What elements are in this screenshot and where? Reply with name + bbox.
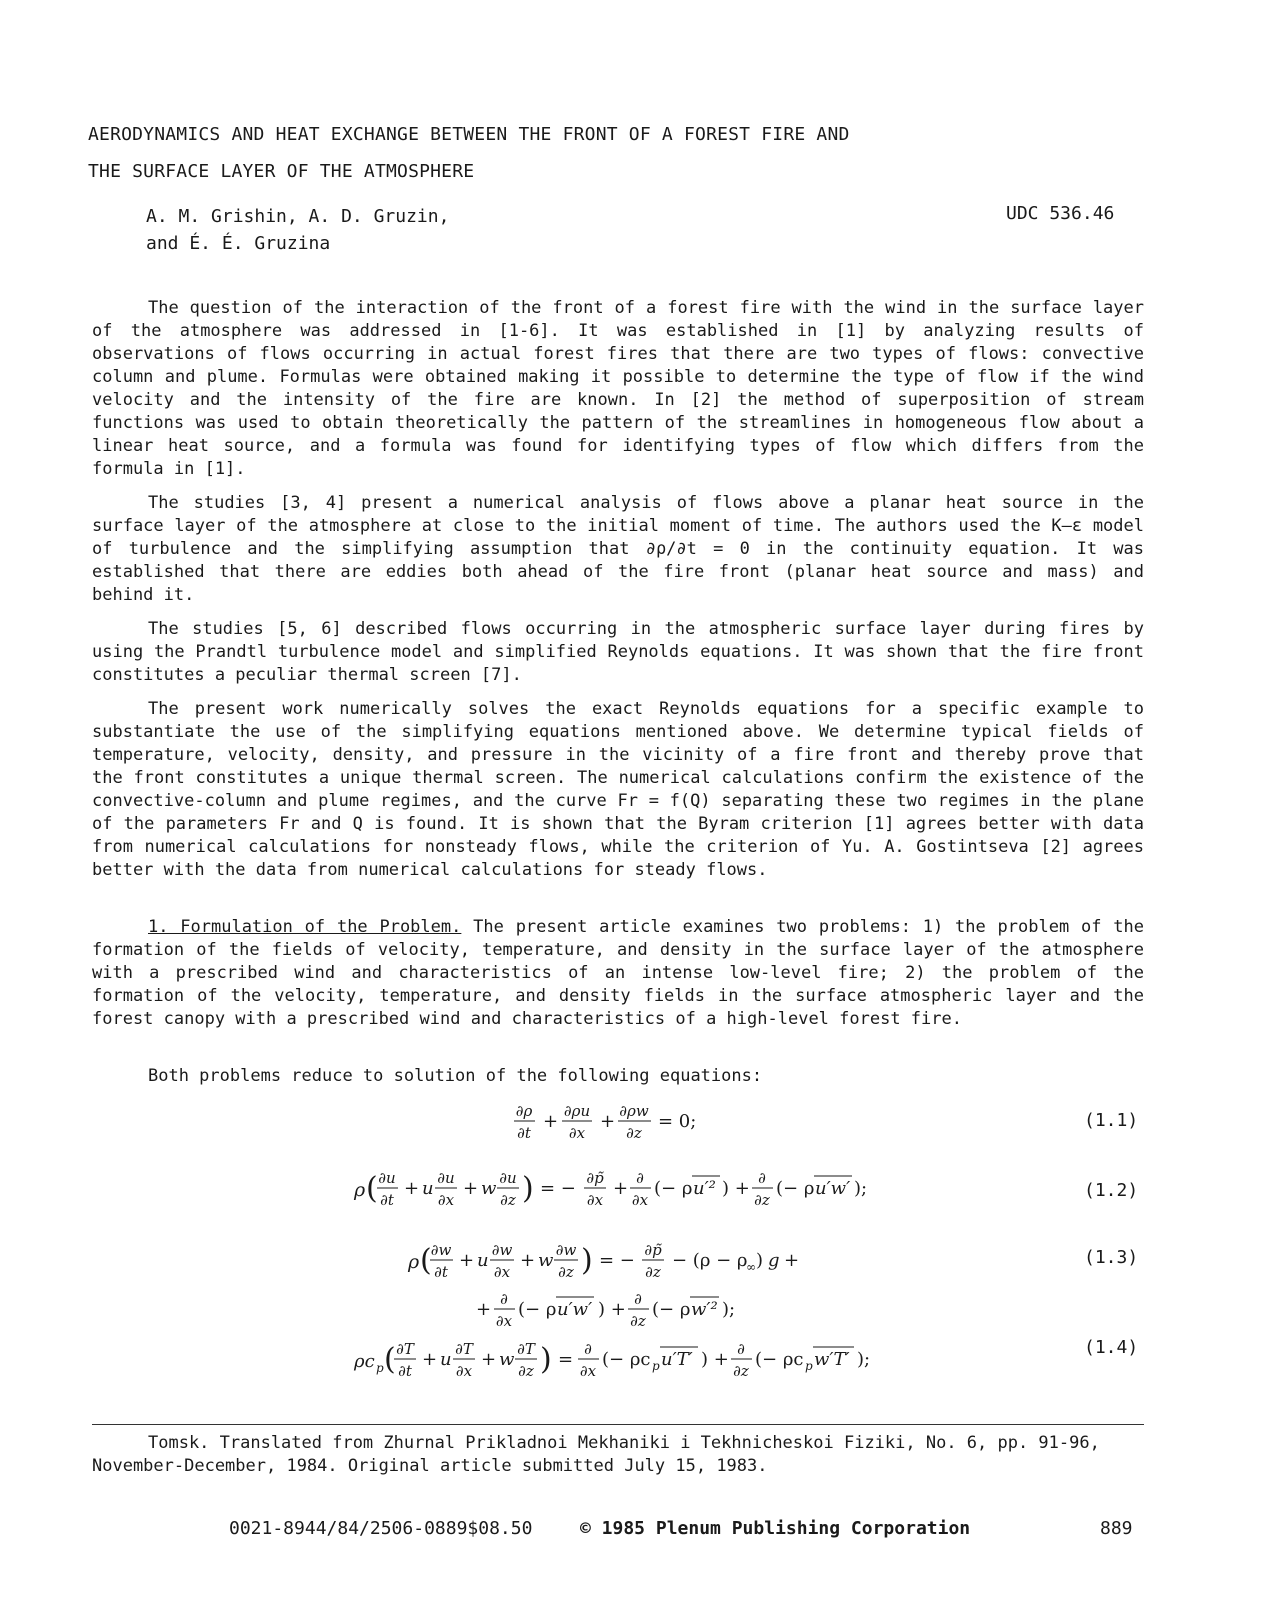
svg-text:(− ρ: (− ρ	[654, 1178, 693, 1199]
svg-text:∂t: ∂t	[380, 1191, 394, 1209]
svg-text:= 0;: = 0;	[658, 1111, 697, 1132]
svg-text:∂: ∂	[500, 1290, 508, 1308]
svg-text:∂x: ∂x	[586, 1191, 604, 1209]
svg-text:+: +	[520, 1250, 536, 1271]
paragraph-4: The present work numerically solves the exact Reynolds equations for a specific example to substantiate the use of the simplifying equations mentioned above. We determine typical fields of temperature, velocity, density, and pressure in the vicinity of a fire front and thereby prove that the front constitutes a unique thermal screen. The numerical calculations confirm the existence of the convective-column and plume regimes, and the curve Fr = f(Q) separating these two regimes in the plane of the parameters Fr and Q is found. It is shown that the Byram criterion [1] agrees better with data from numerical calculations for nonsteady flows, while the criterion of Yu. A. Gostintseva [2] agrees better with the data from numerical calculations for steady flows.	[92, 699, 1144, 880]
svg-text:+: +	[600, 1111, 616, 1132]
svg-text:∂w: ∂w	[430, 1241, 452, 1259]
svg-text:w′²: w′²	[691, 1299, 718, 1320]
svg-text:w: w	[499, 1349, 515, 1370]
svg-text:p: p	[805, 1359, 813, 1373]
footnote-rule	[92, 1424, 1144, 1425]
svg-text:g: g	[768, 1250, 780, 1271]
svg-text:∂t: ∂t	[517, 1124, 531, 1142]
paragraph-6: Both problems reduce to solution of the following equations:	[148, 1066, 763, 1086]
svg-text:− (ρ − ρ: − (ρ − ρ	[672, 1250, 748, 1271]
svg-text:w: w	[538, 1250, 554, 1271]
svg-text:∂z: ∂z	[754, 1191, 770, 1209]
svg-text:+: +	[422, 1349, 438, 1370]
svg-text:(: (	[384, 1342, 396, 1377]
svg-text:(− ρc: (− ρc	[602, 1349, 651, 1370]
svg-text:∂: ∂	[636, 1169, 644, 1187]
section-1-title: 1. Formulation of the Problem.	[148, 917, 462, 937]
equation-1-4	[352, 1336, 892, 1388]
paragraph-2: The studies [3, 4] present a numerical analysis of flows above a planar heat source in the surface layer of the atmosphere at close to the initial moment of time. The authors used the K–ε model of turbulence and the simplifying assumption that ∂ρ/∂t = 0 in the continuity equation. It was established that there are eddies both ahead of the fire front (planar heat source and mass) and behind it.	[92, 493, 1144, 605]
svg-text:∂ρ: ∂ρ	[515, 1102, 533, 1120]
svg-text:= −: = −	[599, 1250, 635, 1271]
svg-text:∂x: ∂x	[568, 1124, 586, 1142]
svg-text:ρ: ρ	[408, 1251, 420, 1273]
equation-label-1-4: (1.4)	[1084, 1337, 1139, 1358]
equation-label-1-2: (1.2)	[1084, 1180, 1139, 1201]
svg-text:(− ρ: (− ρ	[652, 1299, 691, 1320]
paper-title-line-2: THE SURFACE LAYER OF THE ATMOSPHERE	[88, 161, 475, 182]
svg-text:+: +	[404, 1178, 420, 1199]
svg-text:u: u	[477, 1250, 489, 1271]
svg-text:∂z: ∂z	[630, 1312, 646, 1330]
svg-text:u: u	[440, 1349, 452, 1370]
svg-text:(− ρ: (− ρ	[776, 1178, 815, 1199]
svg-text:u′w′: u′w′	[815, 1178, 851, 1199]
copyright: © 1985 Plenum Publishing Corporation	[580, 1518, 971, 1539]
svg-text:+: +	[784, 1250, 800, 1271]
svg-text:) +: ) +	[722, 1178, 750, 1199]
svg-text:∂x: ∂x	[579, 1362, 597, 1380]
svg-text:);: );	[854, 1178, 868, 1199]
svg-text:∂p̃: ∂p̃	[586, 1169, 604, 1187]
svg-text:(− ρ: (− ρ	[518, 1299, 557, 1320]
svg-text:): )	[522, 1171, 534, 1206]
svg-text:∂z: ∂z	[626, 1124, 642, 1142]
paragraph-5	[92, 916, 1144, 1031]
svg-text:∞: ∞	[746, 1260, 756, 1274]
svg-text:u: u	[422, 1178, 434, 1199]
svg-text:+: +	[613, 1178, 629, 1199]
svg-text:): )	[756, 1250, 764, 1271]
paragraph-1: The question of the interaction of the front of a forest fire with the wind in the surface layer of the atmosphere was addressed in [1-6]. It was established in [1] by analyzing results of observations of flows occurring in actual forest fires that there are two types of flows: convective column and plume. Formulas were obtained making it possible to determine the type of flow if the wind velocity and the intensity of the fire are known. In [2] the method of superposition of stream functions was used to obtain theoretically the pattern of the streamlines in homogeneous flow about a linear heat source, and a formula was found for identifying types of flow which differs from the formula in [1].	[92, 298, 1144, 479]
svg-text:): )	[581, 1243, 593, 1278]
equation-label-1-1: (1.1)	[1084, 1110, 1139, 1131]
svg-text:p: p	[652, 1359, 660, 1373]
svg-text:∂T: ∂T	[455, 1340, 473, 1358]
svg-text:∂w: ∂w	[491, 1241, 513, 1259]
svg-text:∂u: ∂u	[499, 1169, 517, 1187]
svg-text:∂t: ∂t	[434, 1263, 448, 1281]
paragraph-5-text: The present article examines two problems: 1) the problem of the formation of the fields of velocity, temperature, and density in the surface layer of the atmosphere with a prescribed wind and characteristics of an intense low-level fire; 2) the problem of the formation of the velocity, temperature, and density fields in the surface atmospheric layer and the forest canopy with a prescribed wind and characteristics of a high-level forest fire.	[92, 917, 1144, 1029]
svg-text:∂: ∂	[584, 1340, 592, 1358]
svg-text:(− ρc: (− ρc	[755, 1349, 804, 1370]
svg-text:∂T: ∂T	[517, 1340, 535, 1358]
page-number: 889	[1100, 1518, 1133, 1539]
paragraph-3: The studies [5, 6] described flows occurring in the atmospheric surface layer during fires by using the Prandtl turbulence model and simplified Reynolds equations. It was shown that the fire front constitutes a peculiar thermal screen [7].	[92, 619, 1144, 685]
svg-text:) +: ) +	[701, 1349, 729, 1370]
svg-text:∂x: ∂x	[495, 1312, 513, 1330]
svg-text:+: +	[463, 1178, 479, 1199]
udc-code: UDC 536.46	[1006, 203, 1115, 224]
svg-text:(: (	[420, 1243, 432, 1278]
svg-text:∂T: ∂T	[396, 1340, 414, 1358]
svg-text:u′w′: u′w′	[557, 1299, 593, 1320]
price-code: 0021-8944/84/2506-0889$08.50	[229, 1518, 533, 1539]
svg-text:= −: = −	[540, 1178, 576, 1199]
svg-text:+: +	[476, 1299, 492, 1320]
svg-text:(: (	[366, 1171, 378, 1206]
svg-text:∂u: ∂u	[378, 1169, 396, 1187]
svg-text:+: +	[543, 1111, 559, 1132]
equation-1-1	[510, 1098, 720, 1148]
svg-text:);: );	[857, 1349, 871, 1370]
svg-text:+: +	[459, 1250, 475, 1271]
svg-text:∂z: ∂z	[518, 1362, 534, 1380]
authors	[146, 203, 449, 257]
authors-line-1: A. M. Grishin, A. D. Gruzin,	[146, 206, 450, 227]
svg-text:ρc: ρc	[354, 1351, 375, 1372]
svg-text:∂x: ∂x	[631, 1191, 649, 1209]
svg-text:);: );	[722, 1299, 736, 1320]
svg-text:∂ρw: ∂ρw	[619, 1102, 649, 1120]
svg-text:∂p̃: ∂p̃	[644, 1241, 662, 1259]
svg-text:p: p	[376, 1361, 384, 1375]
svg-text:∂t: ∂t	[398, 1362, 412, 1380]
svg-text:∂u: ∂u	[437, 1169, 455, 1187]
svg-text:∂: ∂	[737, 1340, 745, 1358]
svg-text:∂ρu: ∂ρu	[563, 1102, 591, 1120]
svg-text:∂z: ∂z	[558, 1263, 574, 1281]
svg-text:w: w	[481, 1178, 497, 1199]
svg-text:ρ: ρ	[354, 1179, 366, 1201]
equation-label-1-3: (1.3)	[1084, 1247, 1139, 1268]
svg-text:∂x: ∂x	[493, 1263, 511, 1281]
svg-text:∂: ∂	[634, 1290, 642, 1308]
svg-text:∂x: ∂x	[455, 1362, 473, 1380]
svg-text:∂: ∂	[758, 1169, 766, 1187]
svg-text:∂w: ∂w	[555, 1241, 577, 1259]
footnote: Tomsk. Translated from Zhurnal Prikladnoi Mekhaniki i Tekhnicheskoi Fiziki, No. 6, pp. 91-96, November-December, 1984. Original article submitted July 15, 1983.	[92, 1433, 1100, 1476]
svg-text:) +: ) +	[598, 1299, 626, 1320]
svg-text:+: +	[481, 1349, 497, 1370]
svg-text:u′T′: u′T′	[661, 1349, 693, 1370]
svg-text:∂x: ∂x	[437, 1191, 455, 1209]
svg-text:=: =	[558, 1349, 574, 1370]
svg-text:∂z: ∂z	[500, 1191, 516, 1209]
equation-1-2	[352, 1165, 892, 1217]
svg-text:): )	[540, 1342, 552, 1377]
paper-title-line-1: AERODYNAMICS AND HEAT EXCHANGE BETWEEN THE FRONT OF A FOREST FIRE AND	[88, 124, 850, 145]
equation-1-3	[406, 1237, 846, 1332]
svg-text:u′²: u′²	[693, 1178, 716, 1199]
svg-text:∂z: ∂z	[645, 1263, 661, 1281]
authors-line-2: and É. É. Gruzina	[146, 233, 331, 254]
svg-text:∂z: ∂z	[733, 1362, 749, 1380]
svg-text:w′T′: w′T′	[814, 1349, 850, 1370]
